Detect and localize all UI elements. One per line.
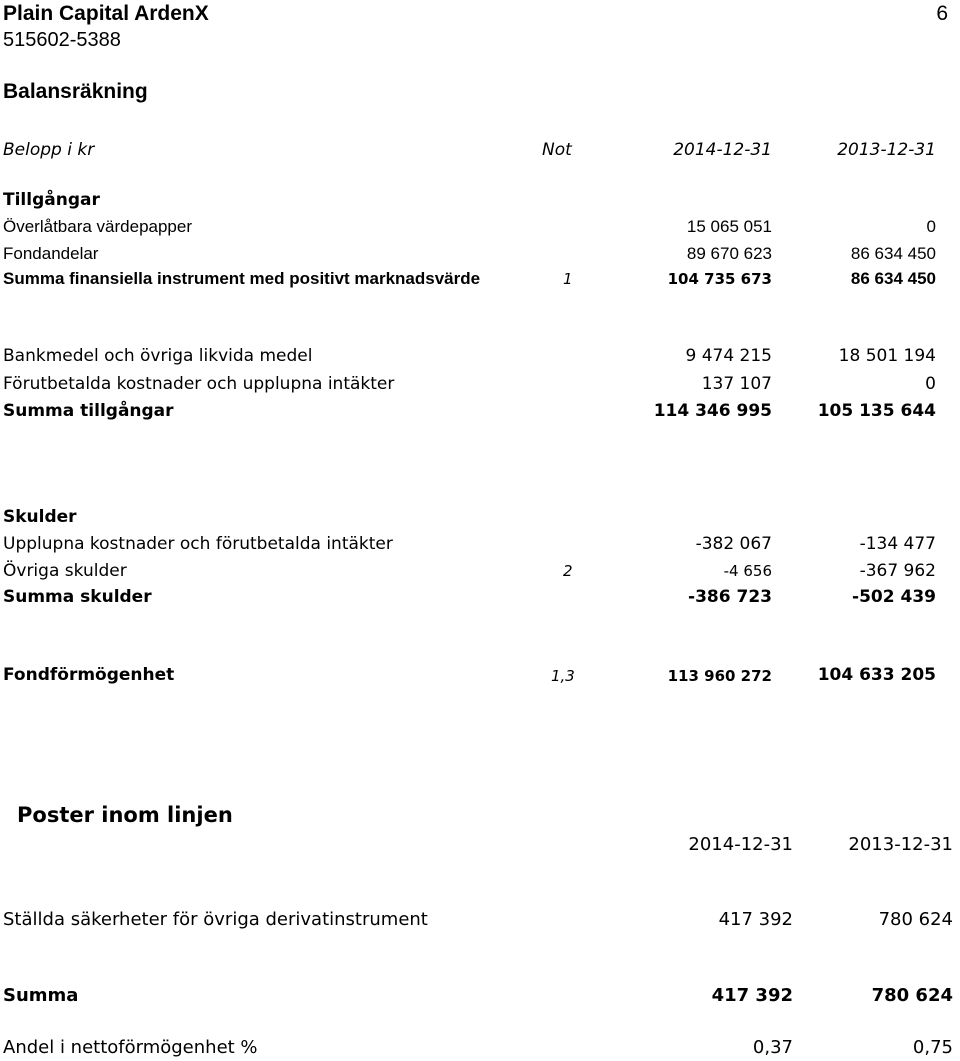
off-balance-year1-header: 2014-12-31	[688, 834, 793, 855]
row-value-2014: 104 735 673	[667, 270, 772, 288]
off-balance-title: Poster inom linjen	[17, 803, 233, 827]
row-value-2014: 113 960 272	[667, 667, 772, 685]
row-value-2014: -4 656	[723, 562, 772, 580]
row-value-2014: 15 065 051	[686, 217, 772, 236]
row-value-2014: -382 067	[695, 534, 772, 554]
row-note: 1,3	[551, 667, 575, 685]
row-value-2013: -367 962	[859, 561, 936, 581]
row-label: Upplupna kostnader och förutbetalda intäkter	[3, 534, 393, 554]
row-label: Summa tillgångar	[3, 401, 174, 421]
row-label: Förutbetalda kostnader och upplupna intäkter	[3, 374, 395, 394]
row-value-2013: 18 501 194	[838, 346, 936, 366]
row-value-2013: 86 634 450	[850, 269, 936, 288]
row-value-2013: -134 477	[859, 534, 936, 554]
row-note: 2	[563, 562, 573, 580]
balance-title: Balansräkning	[3, 80, 148, 103]
row-label: Ställda säkerheter för övriga derivatinstrument	[3, 909, 428, 930]
page-number: 6	[936, 2, 948, 25]
row-value-2013: 0,75	[912, 1037, 953, 1058]
row-value-2014: 0,37	[752, 1037, 793, 1058]
row-label: Övriga skulder	[3, 561, 127, 581]
row-label: Summa	[3, 985, 79, 1006]
row-value-2014: -386 723	[688, 587, 772, 607]
column-year1-header: 2014-12-31	[673, 140, 772, 160]
row-label: Fondförmögenhet	[3, 665, 175, 685]
column-label-header: Belopp i kr	[3, 140, 95, 160]
row-value-2013: 105 135 644	[817, 401, 936, 421]
row-value-2014: 417 392	[711, 985, 793, 1006]
row-label: Överlåtbara värdepapper	[3, 217, 193, 236]
row-label: Bankmedel och övriga likvida medel	[3, 346, 313, 366]
assets-heading: Tillgångar	[3, 190, 100, 210]
row-value-2014: 417 392	[718, 909, 793, 930]
row-value-2013: 0	[926, 217, 936, 236]
off-balance-year2-header: 2013-12-31	[848, 834, 953, 855]
row-value-2013: 86 634 450	[850, 244, 936, 263]
row-value-2013: 104 633 205	[817, 665, 936, 685]
row-label: Summa skulder	[3, 587, 152, 607]
column-year2-header: 2013-12-31	[837, 140, 936, 160]
org-number: 515602-5388	[3, 29, 121, 51]
company-name: Plain Capital ArdenX	[3, 2, 209, 25]
row-value-2013: -502 439	[852, 587, 936, 607]
row-value-2014: 137 107	[701, 374, 772, 394]
row-value-2014: 114 346 995	[653, 401, 772, 421]
row-value-2013: 0	[925, 374, 936, 394]
column-note-header: Not	[542, 140, 572, 160]
row-note: 1	[563, 270, 573, 288]
row-label: Andel i nettoförmögenhet %	[3, 1037, 258, 1058]
row-label: Fondandelar	[3, 244, 99, 263]
row-value-2014: 89 670 623	[686, 244, 772, 263]
row-value-2013: 780 624	[871, 985, 953, 1006]
row-value-2014: 9 474 215	[685, 346, 772, 366]
liabilities-heading: Skulder	[3, 507, 77, 527]
row-value-2013: 780 624	[878, 909, 953, 930]
row-label: Summa finansiella instrument med positivt marknadsvärde	[3, 269, 481, 288]
